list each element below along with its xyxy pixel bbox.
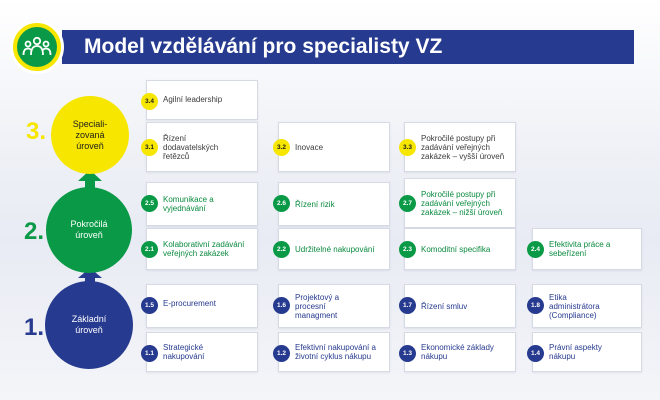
level-2-number: 2. bbox=[24, 218, 45, 245]
module-card-2-2 bbox=[278, 228, 390, 270]
module-title: Efektivní nakupování a životní cyklus nákupu bbox=[295, 343, 376, 361]
module-card-3-4 bbox=[146, 80, 258, 120]
module-card-2-4 bbox=[532, 228, 642, 270]
page-title: Model vzdělávání pro specialisty VZ bbox=[84, 35, 443, 58]
level-1-number: 1. bbox=[24, 314, 45, 341]
module-badge: 1.7 bbox=[399, 297, 416, 314]
module-title: Strategické nakupování bbox=[163, 343, 205, 361]
module-card-1-1 bbox=[146, 332, 258, 372]
module-badge: 2.5 bbox=[141, 195, 158, 212]
module-title: Pokročilé postupy při zadávání veřejných zakázek – nižší úroveň bbox=[421, 189, 503, 217]
module-title: Udržitelné nakupování bbox=[295, 244, 375, 254]
level-2-circle bbox=[46, 187, 132, 273]
level-3-label: Speciali- zovaná úroveň bbox=[72, 118, 108, 151]
people-group-icon bbox=[17, 27, 57, 67]
module-badge: 3.3 bbox=[399, 139, 416, 156]
module-badge: 3.1 bbox=[141, 139, 158, 156]
module-title: E-procurement bbox=[163, 299, 216, 308]
module-card-1-3 bbox=[404, 332, 516, 372]
module-title: Kolaborativní zadávání veřejných zakázek bbox=[163, 240, 245, 258]
level-1-label: Základní úroveň bbox=[71, 314, 107, 335]
module-card-1-2 bbox=[278, 332, 390, 372]
module-title: Efektivita práce a sebeřízení bbox=[549, 240, 611, 258]
module-card-1-5 bbox=[146, 284, 258, 328]
module-badge: 2.3 bbox=[399, 241, 416, 258]
module-badge: 1.4 bbox=[527, 345, 544, 362]
module-card-3-2 bbox=[278, 122, 390, 172]
module-title: Inovace bbox=[295, 142, 324, 152]
module-title: Projektový a procesní managment bbox=[295, 292, 340, 320]
level-2-label: Pokročilá úroveň bbox=[70, 219, 108, 240]
module-card-1-4 bbox=[532, 332, 642, 372]
module-card-2-1 bbox=[146, 228, 258, 270]
level-3-circle bbox=[51, 96, 129, 174]
module-card-2-5 bbox=[146, 182, 258, 226]
module-card-2-6 bbox=[278, 182, 390, 226]
module-card-2-7 bbox=[404, 178, 516, 228]
module-title: Řízení dodavatelských řetězců bbox=[163, 133, 219, 161]
logo bbox=[10, 20, 64, 74]
module-badge: 1.8 bbox=[527, 297, 544, 314]
module-card-1-8 bbox=[532, 284, 642, 328]
module-badge: 1.5 bbox=[141, 297, 158, 314]
module-title: Komunikace a vyjednávání bbox=[163, 195, 214, 213]
module-title: Řízení rizik bbox=[295, 199, 335, 209]
module-card-1-7 bbox=[404, 284, 516, 328]
module-badge: 2.7 bbox=[399, 195, 416, 212]
module-badge: 3.2 bbox=[273, 139, 290, 156]
module-badge: 2.4 bbox=[527, 241, 544, 258]
module-title: Komoditní specifika bbox=[421, 244, 491, 254]
module-title: Agilní leadership bbox=[163, 95, 223, 104]
module-title: Právní aspekty nákupu bbox=[549, 343, 602, 361]
module-badge: 2.2 bbox=[273, 241, 290, 258]
module-card-3-1 bbox=[146, 122, 258, 172]
module-card-2-3 bbox=[404, 228, 516, 270]
level-3-number: 3. bbox=[26, 118, 47, 145]
module-card-1-6 bbox=[278, 284, 390, 328]
level-1-circle bbox=[45, 281, 133, 369]
module-title: Ekonomické základy nákupu bbox=[421, 343, 494, 361]
module-title: Pokročilé postupy při zadávání veřejných zakázek – vyšší úroveň bbox=[421, 133, 505, 161]
module-title: Řízení smluv bbox=[421, 301, 468, 311]
module-badge: 1.6 bbox=[273, 297, 290, 314]
module-badge: 2.1 bbox=[141, 241, 158, 258]
module-badge: 2.6 bbox=[273, 195, 290, 212]
module-badge: 1.2 bbox=[273, 345, 290, 362]
module-title: Etika administrátora (Compliance) bbox=[549, 292, 600, 320]
module-badge: 1.1 bbox=[141, 345, 158, 362]
module-card-3-3 bbox=[404, 122, 516, 172]
module-badge: 3.4 bbox=[141, 93, 158, 110]
module-badge: 1.3 bbox=[399, 345, 416, 362]
